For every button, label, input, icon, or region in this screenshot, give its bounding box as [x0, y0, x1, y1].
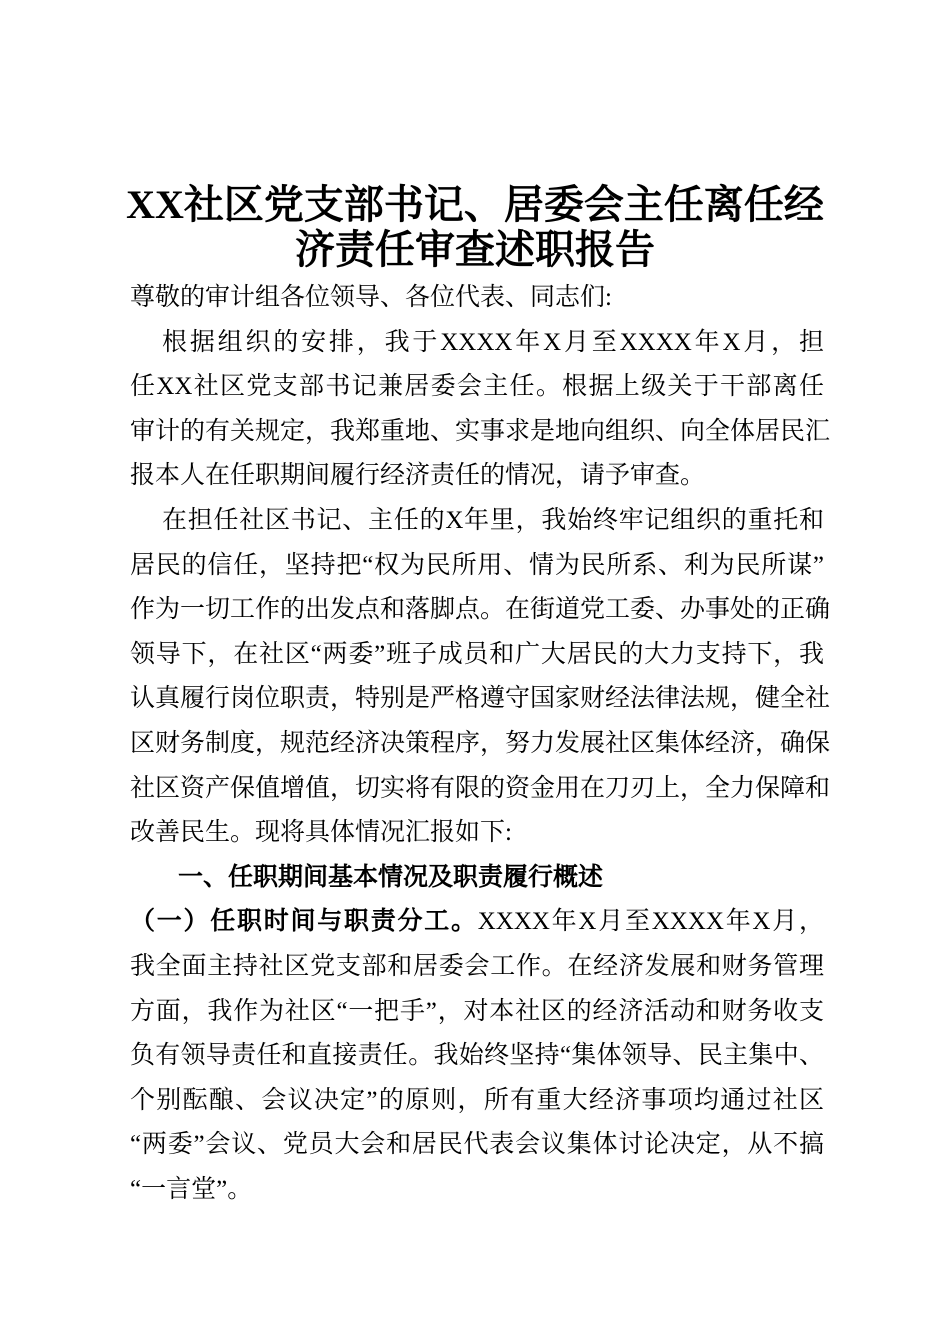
paragraph-line: 在担任社区书记、主任的X年里，我始终牢记组织的重托和 [162, 506, 824, 534]
paragraph-line: 社区资产保值增值，切实将有限的资金用在刀刃上，全力保障和 [130, 774, 831, 802]
paragraph-line: 审计的有关规定，我郑重地、实事求是地向组织、向全体居民汇 [130, 417, 831, 445]
paragraph-line: 我全面主持社区党支部和居委会工作。在经济发展和财务管理 [130, 952, 824, 980]
document-title-line-2: 济责任审查述职报告 [295, 227, 655, 272]
paragraph-line: 改善民生。现将具体情况汇报如下: [130, 819, 512, 847]
paragraph-line: 居民的信任，坚持把“权为民所用、情为民所系、利为民所谋” [130, 551, 824, 579]
document-title-line-1: XX社区党支部书记、居委会主任离任经 [126, 182, 824, 227]
paragraph-line: “两委”会议、党员大会和居民代表会议集体讨论决定，从不搞 [130, 1131, 824, 1159]
paragraph-line: “一言堂”。 [130, 1175, 253, 1203]
paragraph-line: 区财务制度，规范经济决策程序，努力发展社区集体经济，确保 [130, 729, 831, 757]
paragraph-line: 负有领导责任和直接责任。我始终坚持“集体领导、民主集中、 [130, 1042, 824, 1070]
section-heading: 一、任职期间基本情况及职责履行概述 [178, 863, 604, 891]
paragraph-line: 作为一切工作的出发点和落脚点。在街道党工委、办事处的正确 [130, 596, 831, 624]
paragraph-line: 个别酝酿、会议决定”的原则，所有重大经济事项均通过社区 [130, 1086, 824, 1114]
paragraph-line: 领导下，在社区“两委”班子成员和广大居民的大力支持下，我 [130, 640, 824, 668]
paragraph-line: 认真履行岗位职责，特别是严格遵守国家财经法律法规，健全社 [130, 685, 831, 713]
subsection-first-line-rest: XXXX年X月至XXXX年X月， [477, 908, 824, 936]
salutation: 尊敬的审计组各位领导、各位代表、同志们: [130, 284, 612, 311]
subsection-first-line [130, 900, 824, 945]
paragraph-line: 任XX社区党支部书记兼居委会主任。根据上级关于干部离任 [130, 373, 824, 401]
paragraph-line: 方面，我作为社区“一把手”，对本社区的经济活动和财务收支 [130, 997, 824, 1025]
subsection-lead: （一）任职时间与职责分工。 [130, 908, 478, 936]
paragraph-line: 根据组织的安排，我于XXXX年X月至XXXX年X月，担 [162, 328, 824, 356]
paragraph-line: 报本人在任职期间履行经济责任的情况，请予审查。 [130, 462, 706, 490]
document-body [130, 276, 831, 1212]
